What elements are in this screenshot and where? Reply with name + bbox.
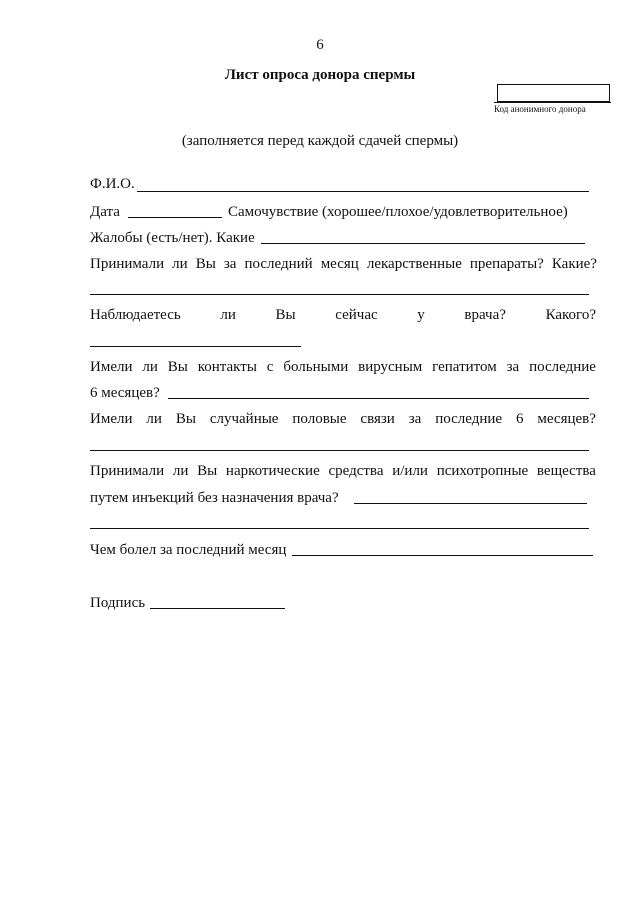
word: Вы — [197, 463, 218, 479]
hepatitis-question — [90, 358, 596, 376]
word: ли — [172, 463, 189, 479]
form-subtitle: (заполняется перед каждой сдачей спермы) — [181, 133, 459, 149]
word: последний — [244, 256, 313, 272]
word: препараты? — [469, 256, 544, 272]
fio-label: Ф.И.О. — [90, 176, 135, 192]
word: за — [223, 256, 237, 272]
word: и/или — [392, 463, 428, 479]
word: средства — [328, 463, 384, 479]
word: психотропные — [436, 463, 529, 479]
word: ли — [142, 359, 158, 375]
drugs-field[interactable] — [354, 503, 587, 504]
hepatitis-question-cont: 6 месяцев? — [90, 385, 160, 401]
illness-label: Чем болел за последний месяц — [90, 542, 287, 558]
word: вещества — [536, 463, 596, 479]
word: месяцев? — [537, 411, 596, 427]
word: больными — [283, 359, 349, 375]
word: вирусным — [358, 359, 423, 375]
word: с — [266, 359, 274, 375]
hepatitis-field[interactable] — [168, 398, 589, 399]
word: за — [408, 411, 422, 427]
medications-question — [90, 255, 597, 273]
word: Принимали — [90, 463, 165, 479]
word: Имели — [90, 411, 133, 427]
word: Какого? — [545, 307, 596, 323]
page-title: Лист опроса донора спермы — [224, 67, 416, 83]
signature-label: Подпись — [90, 595, 146, 611]
word: связи — [360, 411, 395, 427]
word: Принимали — [90, 256, 165, 272]
word: последние — [435, 411, 503, 427]
word: Наблюдаетесь — [90, 307, 181, 323]
doctor-question — [90, 306, 596, 324]
doctor-field[interactable] — [90, 346, 301, 347]
word: Вы — [195, 256, 216, 272]
word: у — [417, 307, 425, 323]
word: Вы — [167, 359, 188, 375]
word: половые — [292, 411, 347, 427]
donor-code-underline — [494, 102, 611, 103]
word: контакты — [197, 359, 257, 375]
complaints-field[interactable] — [261, 243, 585, 244]
word: ли — [220, 307, 236, 323]
complaints-label: Жалобы (есть/нет). Какие — [90, 230, 255, 246]
word: наркотические — [225, 463, 320, 479]
word: сейчас — [335, 307, 378, 323]
word: Какие? — [551, 256, 597, 272]
word: ли — [172, 256, 188, 272]
illness-field[interactable] — [292, 555, 593, 556]
word: ли — [146, 411, 162, 427]
casual-sex-field[interactable] — [90, 450, 589, 451]
fio-field[interactable] — [137, 191, 589, 192]
word: месяц — [320, 256, 359, 272]
page-number: 6 — [316, 37, 324, 53]
word: Вы — [175, 411, 196, 427]
signature-field[interactable] — [150, 608, 285, 609]
donor-code-label: Код анонимного донора — [494, 104, 586, 114]
word: Вы — [275, 307, 296, 323]
casual-sex-question — [90, 410, 596, 428]
drugs-question — [90, 462, 596, 480]
word: врача? — [464, 307, 506, 323]
word: лекарственные — [366, 256, 462, 272]
word: за — [506, 359, 520, 375]
word: случайные — [209, 411, 279, 427]
word: гепатитом — [432, 359, 497, 375]
medications-field[interactable] — [90, 294, 589, 295]
drugs-field-extra[interactable] — [90, 528, 589, 529]
wellbeing-label: Самочувствие (хорошее/плохое/удовлетворительное) — [228, 204, 568, 220]
word: Имели — [90, 359, 133, 375]
word: последние — [529, 359, 596, 375]
drugs-question-cont: путем инъекций без назначения врача? — [90, 490, 339, 506]
donor-code-field[interactable] — [497, 84, 610, 102]
date-label: Дата — [90, 204, 120, 220]
word: 6 — [516, 411, 524, 427]
date-field[interactable] — [128, 217, 222, 218]
